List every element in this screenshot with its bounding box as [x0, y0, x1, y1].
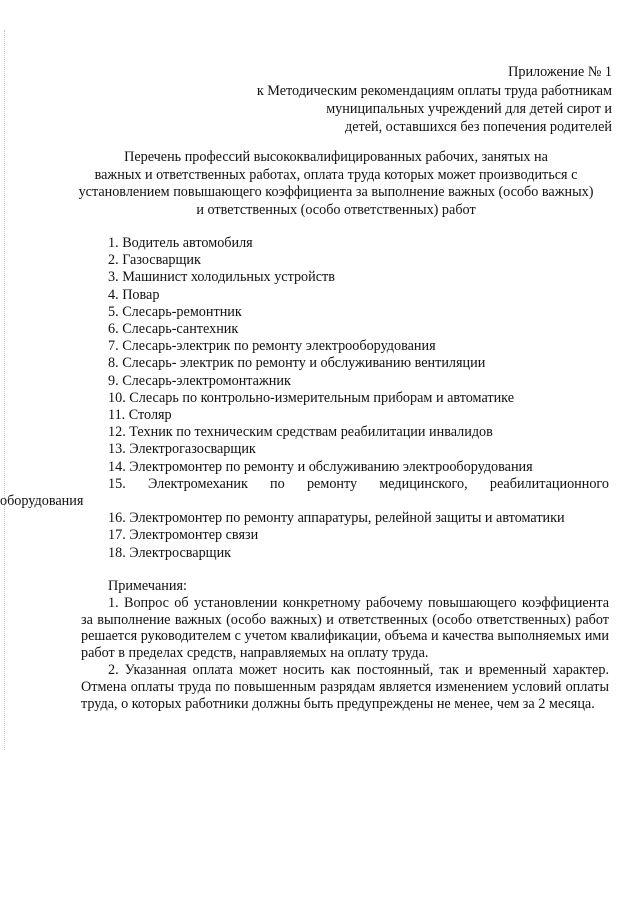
profession-item: 4. Повар	[108, 286, 160, 303]
profession-item: 14. Электромонтер по ремонту и обслуживанию электрооборудования	[108, 458, 533, 475]
note-paragraph: 1. Вопрос об установлении конкретному рабочему повышающего коэффициента за выполнение важных (особо важных) и ответственных (особо ответственных) работ решается руководителем с учетом квалификации, объема и качества выполняемых ими работ в пределах средств, направляемых на оплату труда.	[81, 594, 609, 662]
profession-item: 12. Техник по техническим средствам реабилитации инвалидов	[108, 424, 493, 441]
profession-item: 16. Электромонтер по ремонту аппаратуры, релейной защиты и автоматики	[108, 510, 565, 527]
profession-item: 9. Слесарь-электромонтажник	[108, 372, 291, 389]
appendix-reference-line: детей, оставшихся без попечения родителей	[344, 119, 612, 135]
profession-item-first-line: 15. Электромеханик по ремонту медицинского, реабилитационного	[108, 475, 609, 492]
appendix-header	[257, 63, 612, 136]
profession-item: 6. Слесарь-сантехник	[108, 321, 239, 338]
profession-item: 7. Слесарь-электрик по ремонту электрооборудования	[108, 338, 436, 355]
title-line: установлением повышающего коэффициента за выполнение важных (особо важных)	[78, 184, 594, 200]
profession-list	[0, 235, 609, 562]
profession-item	[0, 475, 609, 510]
title-line: Перечень профессий высококвалифицированных рабочих, занятых на	[124, 149, 548, 165]
scan-edge-artifact	[4, 30, 5, 750]
profession-item: 8. Слесарь- электрик по ремонту и обслуживанию вентиляции	[108, 355, 486, 372]
profession-item: 3. Машинист холодильных устройств	[108, 269, 335, 286]
document-title	[60, 149, 612, 219]
profession-item: 1. Водитель автомобиля	[108, 235, 253, 251]
profession-item: 18. Электросварщик	[108, 544, 232, 561]
profession-item: 5. Слесарь-ремонтник	[108, 303, 242, 320]
profession-item: 11. Столяр	[108, 407, 172, 424]
appendix-number: Приложение № 1	[508, 64, 612, 80]
profession-item: 13. Электрогазосварщик	[108, 441, 256, 458]
appendix-reference-line: муниципальных учреждений для детей сирот и	[326, 101, 612, 117]
notes-heading: Примечания:	[108, 578, 187, 594]
profession-item: 2. Газосварщик	[108, 252, 201, 269]
profession-item: 17. Электромонтер связи	[108, 527, 259, 544]
title-line: важных и ответственных работах, оплата труда которых может производиться с	[94, 166, 578, 183]
appendix-reference-line: к Методическим рекомендациям оплаты труда работникам	[256, 83, 612, 99]
notes-section	[81, 578, 609, 712]
title-line: и ответственных (особо ответственных) работ	[196, 201, 476, 218]
profession-item-continuation: оборудования	[0, 493, 84, 510]
profession-item: 10. Слесарь по контрольно-измерительным приборам и автоматике	[108, 389, 514, 406]
note-paragraph: 2. Указанная оплата может носить как постоянный, так и временный характер. Отмена оплаты труда по повышенным разрядам является изменением условий оплаты труда, о которых работники должны быть предупреждены не менее, чем за 2 месяца.	[81, 661, 609, 712]
